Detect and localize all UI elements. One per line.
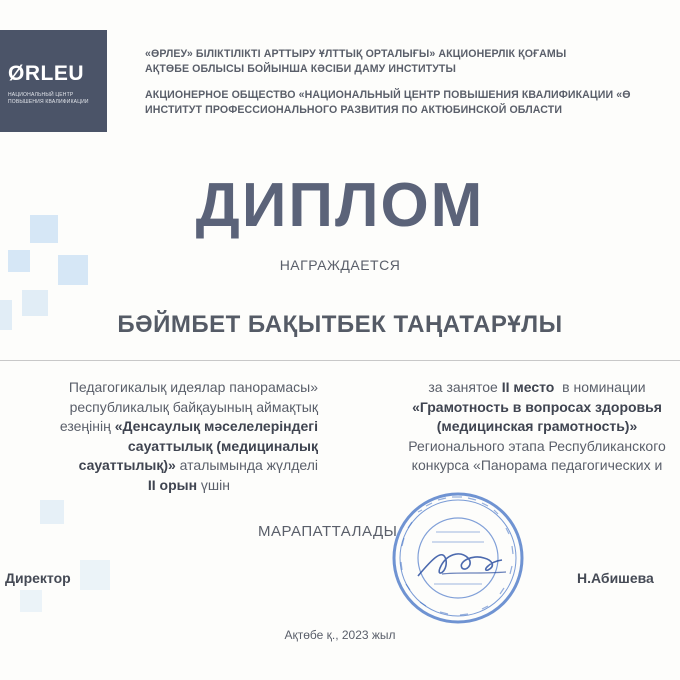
awarded-label-kz: МАРАПАТТАЛАДЫ <box>258 523 398 540</box>
awarded-label: НАГРАЖДАЕТСЯ <box>279 257 401 273</box>
nomination-ru: «Грамотность в вопросах здоровья <box>412 398 662 415</box>
decor-square <box>80 560 110 590</box>
award-text-line: Педагогикалық идеялар панорамасы» <box>68 379 318 395</box>
nomination-ru: (медицинская грамотность)» <box>436 418 638 434</box>
recipient-name: БӘЙМБЕТ БАҚЫТБЕК ТАҢАТАРҰЛЫ <box>117 311 563 338</box>
nomination-kz: сауаттылық)» <box>78 457 176 473</box>
divider <box>0 360 680 361</box>
org-header-ru-line2: ИНСТИТУТ ПРОФЕССИОНАЛЬНОГО РАЗВИТИЯ ПО АКТЮБИНСКОЙ ОБЛАСТИ <box>145 104 563 116</box>
award-text-line: Регионального этапа Республиканского <box>408 437 666 454</box>
nomination-kz: сауаттылық (медициналық <box>127 437 318 454</box>
place-ru: II место <box>501 379 555 395</box>
award-text-kz <box>0 378 318 495</box>
award-text-line <box>0 417 318 437</box>
award-text-line: конкурса «Панорама педагогических и <box>411 457 663 473</box>
award-text-line: республикалық байқауының аймақтық <box>69 398 318 415</box>
decor-square <box>40 500 64 524</box>
decor-square <box>20 590 42 612</box>
award-text-line <box>0 456 318 476</box>
place-kz: II орын <box>147 476 198 493</box>
logo-subtitle: НАЦИОНАЛЬНЫЙ ЦЕНТР <box>8 92 74 98</box>
award-text-line <box>372 378 680 398</box>
award-text-part: за занятое <box>428 379 502 395</box>
logo-subtitle: ПОВЫШЕНИЯ КВАЛИФИКАЦИИ <box>8 99 89 105</box>
award-text-ru <box>372 378 680 476</box>
award-text-part: езеңінің <box>59 418 115 434</box>
org-header-ru-line1: АКЦИОНЕРНОЕ ОБЩЕСТВО «НАЦИОНАЛЬНЫЙ ЦЕНТР ПОВЫШЕНИЯ КВАЛИФИКАЦИИ «Ө <box>145 89 631 101</box>
logo-name: ØRLEU <box>8 62 84 85</box>
nomination-kz: «Денсаулық мәселелеріндегі <box>114 418 318 434</box>
signer-name: Н.Абишева <box>577 570 654 586</box>
award-text-part: үшін <box>197 476 230 493</box>
award-text-part: в номинации <box>554 379 646 395</box>
org-header-kz-line1: «ӨРЛЕУ» БІЛІКТІЛІКТІ АРТТЫРУ ҰЛТТЫҚ ОРТАЛЫҒЫ» АКЦИОНЕРЛІК ҚОҒАМЫ <box>145 48 567 60</box>
director-label: Директор <box>5 570 71 586</box>
place-date: Ақтөбе қ., 2023 жыл <box>284 628 396 642</box>
diploma-title: ДИПЛОМ <box>195 171 485 240</box>
award-text-part: аталымында жүлделі <box>175 457 318 473</box>
org-header-kz-line2: АҚТӨБЕ ОБЛЫСЫ БОЙЫНША КӘСІБИ ДАМУ ИНСТИТУТЫ <box>145 63 456 75</box>
award-text-line <box>0 476 318 496</box>
orleu-logo <box>0 30 107 132</box>
official-stamp-icon <box>388 488 528 628</box>
